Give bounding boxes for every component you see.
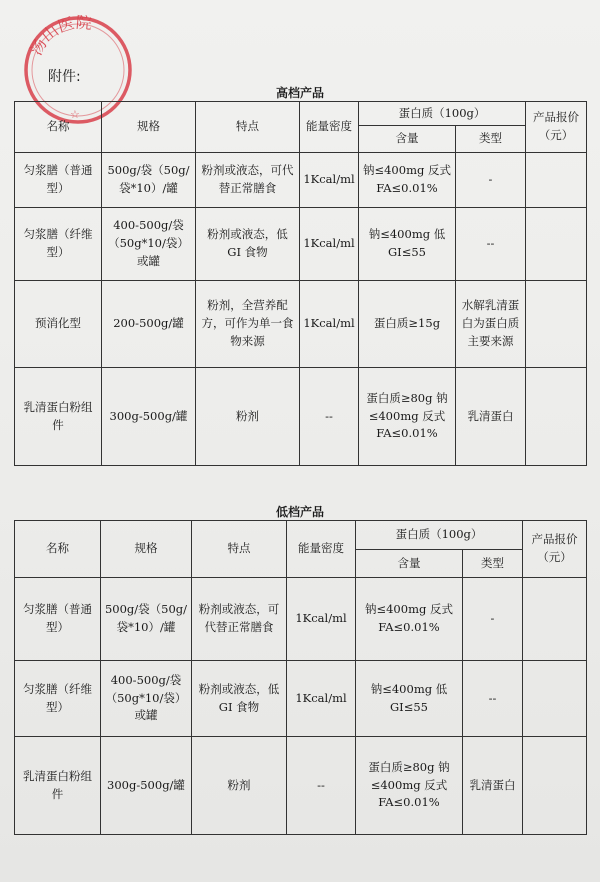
- cell-price: [523, 737, 587, 835]
- cell-name: 匀浆膳（纤维型）: [15, 661, 101, 737]
- cell-name: 匀浆膳（纤维型）: [15, 208, 102, 281]
- cell-content: 钠≤400mg 反式 FA≤0.01%: [359, 153, 456, 208]
- header-name: 名称: [15, 102, 102, 153]
- cell-feature: 粉剂: [192, 737, 287, 835]
- table-row: [15, 661, 587, 737]
- cell-spec: 500g/袋（50g/袋*10）/罐: [101, 578, 192, 661]
- cell-energy: 1Kcal/ml: [300, 281, 359, 368]
- cell-spec: 200-500g/罐: [102, 281, 196, 368]
- cell-type: -: [456, 153, 526, 208]
- cell-feature: 粉剂或液态，可代替正常膳食: [192, 578, 287, 661]
- header-energy: 能量密度: [300, 102, 359, 153]
- header-protein: 蛋白质（100g）: [359, 102, 526, 126]
- cell-feature: 粉剂或液态，低 GI 食物: [196, 208, 300, 281]
- header-feature: 特点: [196, 102, 300, 153]
- cell-content: 钠≤400mg 低 GI≤55: [356, 661, 463, 737]
- cell-type: 乳清蛋白: [463, 737, 523, 835]
- header-content: 含量: [356, 550, 463, 578]
- cell-spec: 400-500g/袋（50g*10/袋）或罐: [101, 661, 192, 737]
- header-spec: 规格: [102, 102, 196, 153]
- attachment-label: 附件:: [48, 69, 81, 85]
- cell-type: --: [456, 208, 526, 281]
- header-name: 名称: [15, 521, 101, 578]
- cell-feature: 粉剂或液态，低 GI 食物: [192, 661, 287, 737]
- cell-type: -: [463, 578, 523, 661]
- low-product-table: [14, 520, 587, 835]
- cell-content: 蛋白质≥80g 钠≤400mg 反式 FA≤0.01%: [359, 368, 456, 466]
- cell-energy: 1Kcal/ml: [287, 578, 356, 661]
- cell-content: 钠≤400mg 反式 FA≤0.01%: [356, 578, 463, 661]
- cell-spec: 500g/袋（50g/袋*10）/罐: [102, 153, 196, 208]
- cell-type: 水解乳清蛋白为蛋白质主要来源: [456, 281, 526, 368]
- cell-spec: 400-500g/袋（50g*10/袋）或罐: [102, 208, 196, 281]
- cell-feature: 粉剂: [196, 368, 300, 466]
- table-row: [15, 281, 587, 368]
- table-row: [15, 578, 587, 661]
- header-price: 产品报价（元）: [526, 102, 587, 153]
- cell-type: 乳清蛋白: [456, 368, 526, 466]
- svg-text:☆: ☆: [70, 108, 80, 121]
- header-type: 类型: [456, 126, 526, 153]
- cell-energy: 1Kcal/ml: [287, 661, 356, 737]
- header-protein: 蛋白质（100g）: [356, 521, 523, 550]
- table-row: [15, 368, 587, 466]
- header-spec: 规格: [101, 521, 192, 578]
- header-feature: 特点: [192, 521, 287, 578]
- cell-spec: 300g-500g/罐: [101, 737, 192, 835]
- cell-price: [523, 578, 587, 661]
- cell-energy: 1Kcal/ml: [300, 153, 359, 208]
- cell-price: [526, 153, 587, 208]
- cell-energy: --: [300, 368, 359, 466]
- table-row: [15, 153, 587, 208]
- header-type: 类型: [463, 550, 523, 578]
- high-section-title: 高档产品: [275, 86, 324, 100]
- cell-content: 钠≤400mg 低 GI≤55: [359, 208, 456, 281]
- cell-energy: 1Kcal/ml: [300, 208, 359, 281]
- cell-price: [526, 208, 587, 281]
- cell-name: 匀浆膳（普通型）: [15, 153, 102, 208]
- table-row: [15, 208, 587, 281]
- cell-name: 乳清蛋白粉组件: [15, 737, 101, 835]
- cell-content: 蛋白质≥15g: [359, 281, 456, 368]
- header-price: 产品报价（元）: [523, 521, 587, 578]
- cell-content: 蛋白质≥80g 钠≤400mg 反式 FA≤0.01%: [356, 737, 463, 835]
- cell-name: 匀浆膳（普通型）: [15, 578, 101, 661]
- cell-price: [523, 661, 587, 737]
- cell-name: 乳清蛋白粉组件: [15, 368, 102, 466]
- header-energy: 能量密度: [287, 521, 356, 578]
- cell-spec: 300g-500g/罐: [102, 368, 196, 466]
- cell-price: [526, 281, 587, 368]
- table-row: [15, 737, 587, 835]
- cell-energy: --: [287, 737, 356, 835]
- cell-type: --: [463, 661, 523, 737]
- svg-text:汤山医院: 汤山医院: [26, 12, 93, 59]
- cell-name: 预消化型: [15, 281, 102, 368]
- header-content: 含量: [359, 126, 456, 153]
- cell-feature: 粉剂或液态，可代替正常膳食: [196, 153, 300, 208]
- cell-feature: 粉剂，全营养配方，可作为单一食物来源: [196, 281, 300, 368]
- cell-price: [526, 368, 587, 466]
- high-product-table: [14, 101, 587, 466]
- low-section-title: 低档产品: [275, 505, 324, 519]
